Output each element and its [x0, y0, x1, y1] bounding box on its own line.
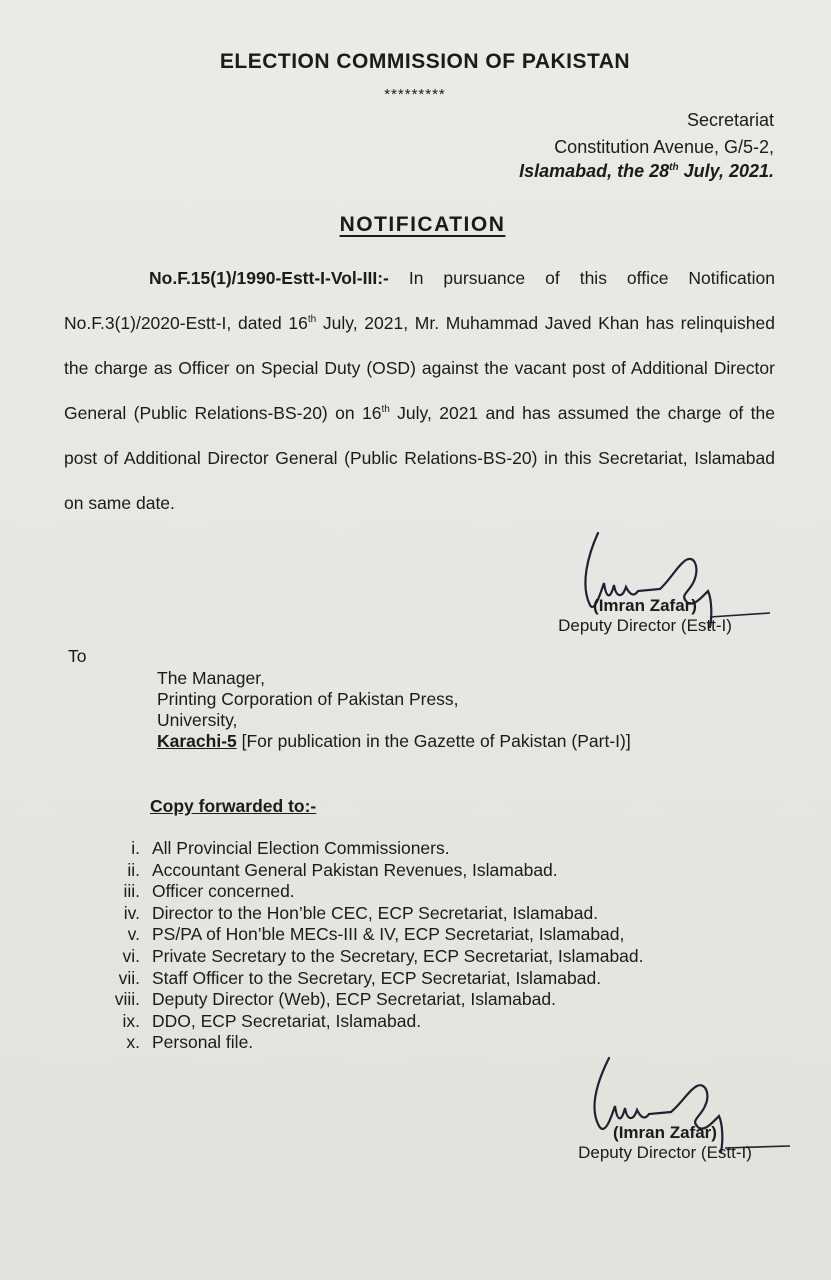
- list-item-number: viii.: [114, 989, 140, 1010]
- address-line-2: Constitution Avenue, G/5-2,: [554, 137, 774, 157]
- list-item-number: x.: [126, 1032, 140, 1053]
- list-item-number: iii.: [123, 881, 140, 902]
- notification-heading: NOTIFICATION: [339, 213, 506, 236]
- list-item-number: vii.: [118, 967, 140, 988]
- addressee-line-1: The Manager,: [157, 668, 265, 688]
- address-line-1: Secretariat: [686, 110, 774, 130]
- signatory-name-1: (Imran Zafar): [593, 596, 697, 615]
- list-item-text: Director to the Hon’ble CEC, ECP Secretariat, Islamabad.: [152, 902, 599, 923]
- signatory-designation-2: Deputy Director (Estt-I): [578, 1143, 752, 1162]
- list-item: [90, 860, 644, 882]
- list-item-number: v.: [127, 924, 140, 945]
- document-title: ELECTION COMMISSION OF PAKISTAN: [219, 50, 631, 73]
- addressee-line-3: University,: [157, 710, 238, 730]
- list-item-number: ix.: [122, 1010, 140, 1031]
- addressee-line-4: Karachi-5 [For publication in the Gazette of Pakistan (Part-I)]: [157, 731, 631, 751]
- addressee: [157, 668, 631, 752]
- list-item: [90, 838, 644, 860]
- list-item-text: Deputy Director (Web), ECP Secretariat, Islamabad.: [152, 989, 556, 1010]
- list-item-text: Personal file.: [152, 1032, 254, 1053]
- signature-2: [545, 1123, 785, 1163]
- list-item-number: vi.: [122, 945, 140, 966]
- to-label: To: [68, 646, 87, 666]
- notification-body: No.F.15(1)/1990-Estt-I-Vol-III:- In pursuance of this office Notification No.F.3(1)/2020-Estt-I, dated 16th July, 2021, Mr. Muhammad Javed Khan has relinquished the charge as Officer on Special Duty (OSD) against the vacant post of Additional Director General (Public Relations-BS-20) on 16th July, 2021 and has assumed the charge of the post of Additional Director General (Public Relations-BS-20) in this Secretariat, Islamabad on same date.: [64, 268, 775, 513]
- issue-date: Islamabad, the 28th July, 2021.: [519, 161, 774, 181]
- list-item: [90, 1032, 644, 1054]
- list-item-number: iv.: [123, 902, 140, 923]
- addressee-line-2: Printing Corporation of Pakistan Press,: [157, 689, 459, 709]
- notification-ref-number: No.F.15(1)/1990-Estt-I-Vol-III:-: [149, 268, 389, 288]
- list-item: [90, 946, 644, 968]
- list-item: [90, 1011, 644, 1033]
- signatory-designation-1: Deputy Director (Estt-I): [558, 616, 732, 635]
- list-item-text: All Provincial Election Commissioners.: [152, 838, 450, 858]
- list-item: [90, 903, 644, 925]
- list-item: [90, 924, 644, 946]
- copy-forwarded-list: [90, 838, 644, 1054]
- list-item-text: DDO, ECP Secretariat, Islamabad.: [152, 1010, 422, 1031]
- list-item-text: Accountant General Pakistan Revenues, Islamabad.: [152, 859, 558, 880]
- list-item: [90, 968, 644, 990]
- list-item: [90, 989, 644, 1011]
- signature-1: [530, 596, 760, 636]
- title-separator: *********: [384, 86, 446, 103]
- list-item: [90, 881, 644, 903]
- list-item-text: Private Secretary to the Secretary, ECP Secretariat, Islamabad.: [152, 945, 644, 966]
- signatory-name-2: (Imran Zafar): [613, 1123, 717, 1142]
- list-item-text: Staff Officer to the Secretary, ECP Secretariat, Islamabad.: [152, 967, 602, 988]
- list-item-number: ii.: [127, 859, 140, 880]
- copy-forwarded-heading: Copy forwarded to:-: [150, 796, 317, 816]
- list-item-text: Officer concerned.: [152, 881, 295, 902]
- list-item-text: PS/PA of Hon’ble MECs-III & IV, ECP Secretariat, Islamabad,: [152, 924, 625, 945]
- list-item-number: i.: [131, 838, 140, 858]
